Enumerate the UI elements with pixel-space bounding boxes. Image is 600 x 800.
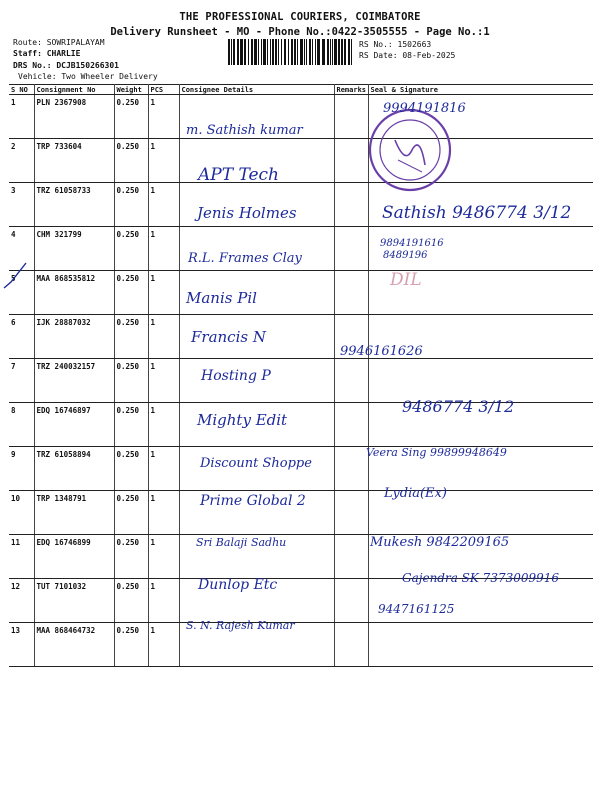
cell-remarks: [334, 579, 368, 623]
cell-consignee: [179, 95, 334, 139]
cell-consignee: [179, 271, 334, 315]
consignee-handwriting: Francis N: [191, 328, 266, 346]
table-row: [9, 227, 593, 271]
cell-signature: [368, 271, 593, 315]
table-row: [9, 579, 593, 623]
cell-weight: 0.250: [114, 271, 148, 315]
cell-weight: 0.250: [114, 183, 148, 227]
cell-consignment: MAA 868535812: [34, 271, 114, 315]
consignee-handwriting: APT Tech: [198, 165, 280, 185]
barcode-image: [228, 39, 352, 65]
cell-pcs: 1: [148, 579, 179, 623]
table-row: [9, 491, 593, 535]
cell-remarks: [334, 227, 368, 271]
cell-consignment: IJK 28887032: [34, 315, 114, 359]
cell-weight: 0.250: [114, 139, 148, 183]
runsheet-subtitle: Delivery Runsheet - MO - Phone No.:0422-3505555 - Page No.:1: [110, 26, 490, 38]
signature-handwriting: 9447161125: [378, 602, 455, 616]
signature-handwriting: Mukesh 9842209165: [370, 535, 510, 550]
signature-handwriting: 9994191816: [383, 101, 466, 116]
cell-consignment: MAA 868464732: [34, 623, 114, 667]
cell-sno: 12: [9, 579, 34, 623]
cell-pcs: 1: [148, 359, 179, 403]
cell-remarks: [334, 315, 368, 359]
cell-sno: 13: [9, 623, 34, 667]
cell-signature: [368, 183, 593, 227]
consignee-handwriting: Hosting P: [201, 368, 271, 384]
cell-consignee: [179, 315, 334, 359]
header-remarks: Remarks: [334, 85, 368, 95]
cell-pcs: 1: [148, 315, 179, 359]
cell-consignment: EDQ 16746899: [34, 535, 114, 579]
cell-remarks: [334, 359, 368, 403]
cell-consignee: [179, 579, 334, 623]
cell-sno: 10: [9, 491, 34, 535]
header-seal-signature: Seal & Signature: [368, 85, 593, 95]
cell-pcs: 1: [148, 403, 179, 447]
cell-consignment: TRP 733604: [34, 139, 114, 183]
consignee-handwriting: Jenis Holmes: [197, 204, 297, 222]
consignee-handwriting: Dunlop Etc: [198, 577, 278, 593]
table-row: [9, 359, 593, 403]
consignee-handwriting: Prime Global 2: [200, 493, 306, 509]
cell-sno: 3: [9, 183, 34, 227]
table-row: [9, 315, 593, 359]
cell-sno: 5: [9, 271, 34, 315]
consignee-handwriting: Sri Balaji Sadhu: [196, 536, 287, 549]
table-row: [9, 447, 593, 491]
cell-remarks: [334, 623, 368, 667]
table-row: [9, 95, 593, 139]
vehicle-text: Vehicle: Two Wheeler Delivery: [18, 72, 158, 81]
cell-weight: 0.250: [114, 403, 148, 447]
cell-consignee: [179, 359, 334, 403]
route-text: Route: SOWRIPALAYAM: [13, 38, 105, 47]
cell-pcs: 1: [148, 535, 179, 579]
cell-sno: 2: [9, 139, 34, 183]
consignee-handwriting: R.L. Frames Clay: [188, 251, 302, 266]
cell-pcs: 1: [148, 227, 179, 271]
cell-pcs: 1: [148, 183, 179, 227]
cell-remarks: [334, 535, 368, 579]
cell-consignment: EDQ 16746897: [34, 403, 114, 447]
signature-handwriting: Sathish 9486774 3/12: [382, 203, 572, 223]
cell-signature: [368, 623, 593, 667]
cell-pcs: 1: [148, 447, 179, 491]
cell-consignment: TRZ 61058733: [34, 183, 114, 227]
signature-handwriting: Lydia(Ex): [384, 486, 447, 501]
cell-pcs: 1: [148, 95, 179, 139]
cell-signature: [368, 579, 593, 623]
cell-weight: 0.250: [114, 579, 148, 623]
cell-signature: [368, 95, 593, 139]
cell-sno: 6: [9, 315, 34, 359]
cell-signature: [368, 139, 593, 183]
cell-consignee: [179, 491, 334, 535]
staff-text: Staff: CHARLIE: [13, 49, 81, 58]
cell-remarks: [334, 403, 368, 447]
cell-consignment: TRP 1348791: [34, 491, 114, 535]
table-row: [9, 183, 593, 227]
cell-consignee: [179, 403, 334, 447]
table-header-row: [9, 85, 593, 95]
cell-consignment: TUT 7101032: [34, 579, 114, 623]
cell-sno: 9: [9, 447, 34, 491]
consignee-handwriting: Manis Pil: [186, 289, 257, 307]
cell-weight: 0.250: [114, 447, 148, 491]
company-title: THE PROFESSIONAL COURIERS, COIMBATORE: [179, 11, 421, 23]
cell-consignee: [179, 535, 334, 579]
consignee-handwriting: S. N. Rajesh Kumar: [186, 619, 295, 632]
rs-date: RS Date: 08-Feb-2025: [359, 51, 456, 60]
cell-weight: 0.250: [114, 95, 148, 139]
cell-consignee: [179, 623, 334, 667]
cell-signature: [368, 403, 593, 447]
cell-consignment: CHM 321799: [34, 227, 114, 271]
cell-consignment: TRZ 240032157: [34, 359, 114, 403]
cell-remarks: [334, 139, 368, 183]
header-pcs: PCS: [148, 85, 179, 95]
cell-sno: 11: [9, 535, 34, 579]
cell-sno: 8: [9, 403, 34, 447]
table-row: [9, 139, 593, 183]
cell-weight: 0.250: [114, 227, 148, 271]
cell-remarks: [334, 271, 368, 315]
header-weight: Weight: [114, 85, 148, 95]
cell-consignee: [179, 227, 334, 271]
signature-handwriting: Veera Sing 99899948649: [366, 446, 507, 459]
signature-handwriting: 9946161626: [340, 344, 423, 359]
consignee-handwriting: Discount Shoppe: [200, 456, 312, 471]
consignee-handwriting: Mighty Edit: [197, 411, 288, 429]
table-row: [9, 623, 593, 667]
runsheet-table: [9, 84, 593, 667]
consignee-handwriting: m. Sathish kumar: [186, 123, 303, 138]
cell-weight: 0.250: [114, 359, 148, 403]
cell-signature: [368, 491, 593, 535]
header-consignee-details: Consignee Details: [179, 85, 334, 95]
table-row: [9, 535, 593, 579]
cell-sno: 4: [9, 227, 34, 271]
cell-pcs: 1: [148, 271, 179, 315]
cell-pcs: 1: [148, 623, 179, 667]
cell-remarks: [334, 183, 368, 227]
header-consignment-no: Consignment No: [34, 85, 114, 95]
cell-weight: 0.250: [114, 315, 148, 359]
cell-pcs: 1: [148, 491, 179, 535]
cell-consignment: PLN 2367908: [34, 95, 114, 139]
cell-sno: 1: [9, 95, 34, 139]
cell-remarks: [334, 95, 368, 139]
cell-weight: 0.250: [114, 535, 148, 579]
drs-number: DRS No.: DCJB150266301: [13, 61, 119, 70]
signature-handwriting: 9486774 3/12: [402, 397, 515, 416]
cell-signature: [368, 315, 593, 359]
table-row: [9, 403, 593, 447]
header-sno: S NO: [9, 85, 34, 95]
cell-consignee: [179, 447, 334, 491]
cell-signature: [368, 359, 593, 403]
signature-handwriting: 8489196: [383, 250, 428, 261]
cell-weight: 0.250: [114, 623, 148, 667]
signature-handwriting: Gajendra SK 7373009916: [402, 571, 560, 585]
cell-sno: 7: [9, 359, 34, 403]
cell-remarks: [334, 447, 368, 491]
remark-mark: DIL: [390, 270, 422, 290]
signature-handwriting: 9894191616: [380, 238, 444, 249]
cell-consignee: [179, 139, 334, 183]
table-row: [9, 271, 593, 315]
cell-signature: [368, 447, 593, 491]
rs-number: RS No.: 1502663: [359, 40, 432, 49]
cell-consignment: TRZ 61058894: [34, 447, 114, 491]
cell-signature: [368, 535, 593, 579]
cell-consignee: [179, 183, 334, 227]
cell-signature: [368, 227, 593, 271]
cell-pcs: 1: [148, 139, 179, 183]
cell-weight: 0.250: [114, 491, 148, 535]
cell-remarks: [334, 491, 368, 535]
